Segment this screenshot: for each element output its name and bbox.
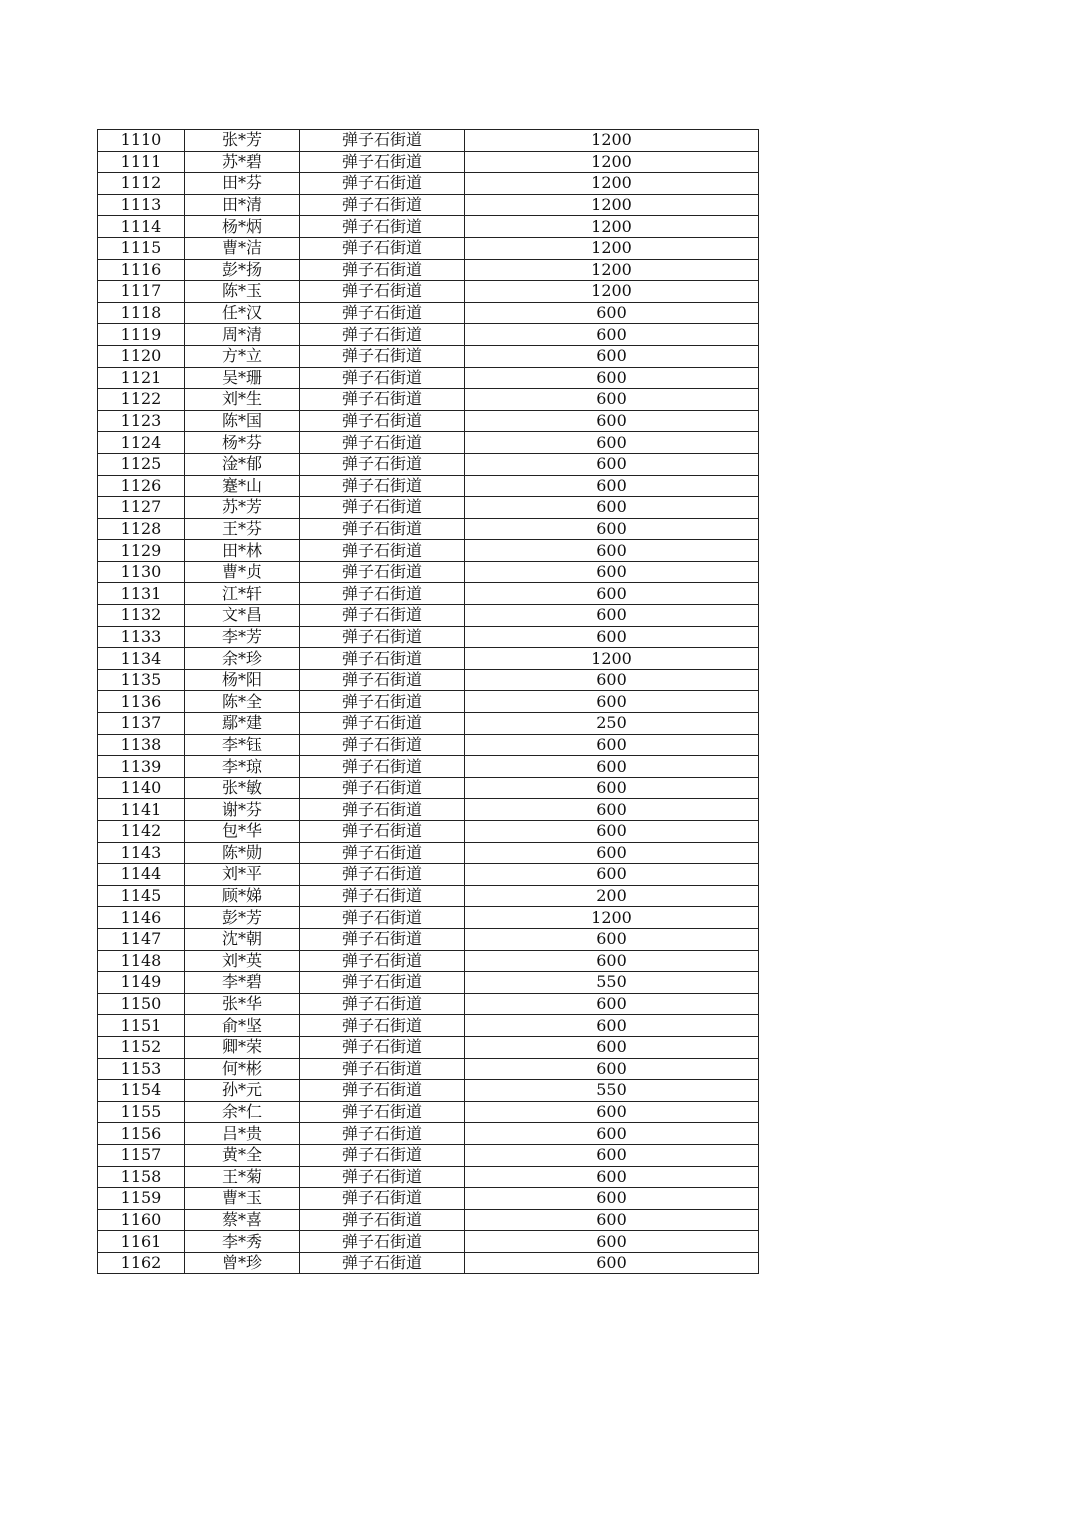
name-cell: 江*轩 — [185, 583, 300, 605]
table-row — [98, 1080, 759, 1102]
street-cell: 弹子石街道 — [300, 1144, 465, 1166]
row-number-cell: 1127 — [98, 497, 185, 519]
street-cell: 弹子石街道 — [300, 367, 465, 389]
row-number-cell: 1154 — [98, 1080, 185, 1102]
amount-cell: 600 — [465, 1036, 759, 1058]
name-cell: 鄢*建 — [185, 713, 300, 735]
name-cell: 田*芬 — [185, 173, 300, 195]
table-row — [98, 669, 759, 691]
table-body — [98, 130, 759, 1274]
table-row — [98, 928, 759, 950]
row-number-cell: 1142 — [98, 821, 185, 843]
table-row — [98, 367, 759, 389]
table-row — [98, 756, 759, 778]
amount-cell: 1200 — [465, 173, 759, 195]
table-row — [98, 907, 759, 929]
row-number-cell: 1146 — [98, 907, 185, 929]
name-cell: 孙*元 — [185, 1080, 300, 1102]
row-number-cell: 1148 — [98, 950, 185, 972]
street-cell: 弹子石街道 — [300, 1252, 465, 1274]
table-row — [98, 691, 759, 713]
row-number-cell: 1132 — [98, 605, 185, 627]
table-row — [98, 842, 759, 864]
name-cell: 李*芳 — [185, 626, 300, 648]
table-row — [98, 540, 759, 562]
street-cell: 弹子石街道 — [300, 324, 465, 346]
amount-cell: 600 — [465, 324, 759, 346]
street-cell: 弹子石街道 — [300, 302, 465, 324]
table-row — [98, 1188, 759, 1210]
amount-cell: 600 — [465, 389, 759, 411]
row-number-cell: 1121 — [98, 367, 185, 389]
row-number-cell: 1138 — [98, 734, 185, 756]
row-number-cell: 1114 — [98, 216, 185, 238]
row-number-cell: 1116 — [98, 259, 185, 281]
amount-cell: 550 — [465, 1080, 759, 1102]
street-cell: 弹子石街道 — [300, 216, 465, 238]
street-cell: 弹子石街道 — [300, 648, 465, 670]
amount-cell: 600 — [465, 432, 759, 454]
amount-cell: 600 — [465, 475, 759, 497]
street-cell: 弹子石街道 — [300, 691, 465, 713]
name-cell: 彭*芳 — [185, 907, 300, 929]
amount-cell: 600 — [465, 1231, 759, 1253]
amount-cell: 600 — [465, 1188, 759, 1210]
amount-cell: 600 — [465, 605, 759, 627]
street-cell: 弹子石街道 — [300, 777, 465, 799]
table-row — [98, 345, 759, 367]
name-cell: 蔡*喜 — [185, 1209, 300, 1231]
table-row — [98, 173, 759, 195]
amount-cell: 1200 — [465, 259, 759, 281]
row-number-cell: 1139 — [98, 756, 185, 778]
amount-cell: 600 — [465, 1101, 759, 1123]
street-cell: 弹子石街道 — [300, 194, 465, 216]
row-number-cell: 1110 — [98, 130, 185, 152]
table-row — [98, 648, 759, 670]
amount-cell: 600 — [465, 669, 759, 691]
amount-cell: 600 — [465, 1252, 759, 1274]
street-cell: 弹子石街道 — [300, 432, 465, 454]
name-cell: 淦*郁 — [185, 453, 300, 475]
amount-cell: 1200 — [465, 237, 759, 259]
row-number-cell: 1119 — [98, 324, 185, 346]
street-cell: 弹子石街道 — [300, 1058, 465, 1080]
street-cell: 弹子石街道 — [300, 993, 465, 1015]
table-row — [98, 885, 759, 907]
name-cell: 李*碧 — [185, 972, 300, 994]
amount-cell: 1200 — [465, 216, 759, 238]
table-row — [98, 302, 759, 324]
street-cell: 弹子石街道 — [300, 497, 465, 519]
name-cell: 何*彬 — [185, 1058, 300, 1080]
name-cell: 张*华 — [185, 993, 300, 1015]
row-number-cell: 1125 — [98, 453, 185, 475]
name-cell: 曹*洁 — [185, 237, 300, 259]
street-cell: 弹子石街道 — [300, 950, 465, 972]
name-cell: 田*林 — [185, 540, 300, 562]
street-cell: 弹子石街道 — [300, 237, 465, 259]
street-cell: 弹子石街道 — [300, 281, 465, 303]
row-number-cell: 1136 — [98, 691, 185, 713]
name-cell: 吴*珊 — [185, 367, 300, 389]
name-cell: 曹*贞 — [185, 561, 300, 583]
table-row — [98, 1101, 759, 1123]
table-row — [98, 497, 759, 519]
street-cell: 弹子石街道 — [300, 1188, 465, 1210]
name-cell: 余*仁 — [185, 1101, 300, 1123]
name-cell: 王*菊 — [185, 1166, 300, 1188]
row-number-cell: 1150 — [98, 993, 185, 1015]
row-number-cell: 1126 — [98, 475, 185, 497]
street-cell: 弹子石街道 — [300, 842, 465, 864]
row-number-cell: 1140 — [98, 777, 185, 799]
name-cell: 文*昌 — [185, 605, 300, 627]
name-cell: 李*琼 — [185, 756, 300, 778]
street-cell: 弹子石街道 — [300, 821, 465, 843]
table-row — [98, 799, 759, 821]
row-number-cell: 1123 — [98, 410, 185, 432]
row-number-cell: 1158 — [98, 1166, 185, 1188]
name-cell: 刘*生 — [185, 389, 300, 411]
name-cell: 彭*扬 — [185, 259, 300, 281]
row-number-cell: 1161 — [98, 1231, 185, 1253]
amount-cell: 1200 — [465, 281, 759, 303]
table-row — [98, 777, 759, 799]
table-row — [98, 389, 759, 411]
street-cell: 弹子石街道 — [300, 1015, 465, 1037]
table-row — [98, 432, 759, 454]
name-cell: 吕*贵 — [185, 1123, 300, 1145]
row-number-cell: 1131 — [98, 583, 185, 605]
table-row — [98, 1036, 759, 1058]
name-cell: 周*清 — [185, 324, 300, 346]
name-cell: 田*清 — [185, 194, 300, 216]
street-cell: 弹子石街道 — [300, 1080, 465, 1102]
name-cell: 俞*坚 — [185, 1015, 300, 1037]
table-row — [98, 194, 759, 216]
row-number-cell: 1135 — [98, 669, 185, 691]
table-row — [98, 561, 759, 583]
table-row — [98, 950, 759, 972]
street-cell: 弹子石街道 — [300, 799, 465, 821]
row-number-cell: 1122 — [98, 389, 185, 411]
name-cell: 杨*阳 — [185, 669, 300, 691]
amount-cell: 600 — [465, 367, 759, 389]
table-row — [98, 518, 759, 540]
street-cell: 弹子石街道 — [300, 1166, 465, 1188]
amount-cell: 1200 — [465, 151, 759, 173]
row-number-cell: 1120 — [98, 345, 185, 367]
name-cell: 方*立 — [185, 345, 300, 367]
street-cell: 弹子石街道 — [300, 561, 465, 583]
name-cell: 陈*勋 — [185, 842, 300, 864]
row-number-cell: 1162 — [98, 1252, 185, 1274]
table-row — [98, 1252, 759, 1274]
name-cell: 顾*娣 — [185, 885, 300, 907]
name-cell: 余*珍 — [185, 648, 300, 670]
amount-cell: 600 — [465, 799, 759, 821]
amount-cell: 600 — [465, 1058, 759, 1080]
amount-cell: 200 — [465, 885, 759, 907]
amount-cell: 600 — [465, 777, 759, 799]
table-row — [98, 259, 759, 281]
amount-cell: 600 — [465, 302, 759, 324]
amount-cell: 600 — [465, 518, 759, 540]
name-cell: 陈*国 — [185, 410, 300, 432]
row-number-cell: 1151 — [98, 1015, 185, 1037]
street-cell: 弹子石街道 — [300, 453, 465, 475]
table-row — [98, 130, 759, 152]
table-row — [98, 281, 759, 303]
amount-cell: 600 — [465, 583, 759, 605]
row-number-cell: 1137 — [98, 713, 185, 735]
street-cell: 弹子石街道 — [300, 734, 465, 756]
row-number-cell: 1144 — [98, 864, 185, 886]
name-cell: 沈*朝 — [185, 928, 300, 950]
amount-cell: 600 — [465, 626, 759, 648]
street-cell: 弹子石街道 — [300, 583, 465, 605]
amount-cell: 600 — [465, 821, 759, 843]
street-cell: 弹子石街道 — [300, 259, 465, 281]
name-cell: 陈*全 — [185, 691, 300, 713]
table-row — [98, 453, 759, 475]
name-cell: 卿*荣 — [185, 1036, 300, 1058]
row-number-cell: 1160 — [98, 1209, 185, 1231]
street-cell: 弹子石街道 — [300, 1209, 465, 1231]
row-number-cell: 1145 — [98, 885, 185, 907]
table-row — [98, 216, 759, 238]
row-number-cell: 1115 — [98, 237, 185, 259]
street-cell: 弹子石街道 — [300, 389, 465, 411]
row-number-cell: 1143 — [98, 842, 185, 864]
street-cell: 弹子石街道 — [300, 1101, 465, 1123]
amount-cell: 600 — [465, 453, 759, 475]
street-cell: 弹子石街道 — [300, 1231, 465, 1253]
street-cell: 弹子石街道 — [300, 885, 465, 907]
name-cell: 刘*英 — [185, 950, 300, 972]
name-cell: 包*华 — [185, 821, 300, 843]
table-row — [98, 993, 759, 1015]
table-row — [98, 1015, 759, 1037]
row-number-cell: 1147 — [98, 928, 185, 950]
row-number-cell: 1124 — [98, 432, 185, 454]
row-number-cell: 1133 — [98, 626, 185, 648]
row-number-cell: 1155 — [98, 1101, 185, 1123]
amount-cell: 600 — [465, 864, 759, 886]
table-row — [98, 734, 759, 756]
name-cell: 苏*碧 — [185, 151, 300, 173]
street-cell: 弹子石街道 — [300, 626, 465, 648]
name-cell: 任*汉 — [185, 302, 300, 324]
amount-cell: 600 — [465, 842, 759, 864]
street-cell: 弹子石街道 — [300, 410, 465, 432]
table-row — [98, 237, 759, 259]
street-cell: 弹子石街道 — [300, 713, 465, 735]
street-cell: 弹子石街道 — [300, 345, 465, 367]
table-row — [98, 583, 759, 605]
name-cell: 陈*玉 — [185, 281, 300, 303]
row-number-cell: 1134 — [98, 648, 185, 670]
row-number-cell: 1118 — [98, 302, 185, 324]
table-row — [98, 410, 759, 432]
street-cell: 弹子石街道 — [300, 756, 465, 778]
amount-cell: 600 — [465, 756, 759, 778]
data-table — [97, 129, 759, 1274]
street-cell: 弹子石街道 — [300, 130, 465, 152]
table-row — [98, 713, 759, 735]
name-cell: 黄*全 — [185, 1144, 300, 1166]
street-cell: 弹子石街道 — [300, 972, 465, 994]
row-number-cell: 1152 — [98, 1036, 185, 1058]
table-row — [98, 605, 759, 627]
row-number-cell: 1130 — [98, 561, 185, 583]
table-row — [98, 1166, 759, 1188]
row-number-cell: 1149 — [98, 972, 185, 994]
amount-cell: 1200 — [465, 648, 759, 670]
name-cell: 蹇*山 — [185, 475, 300, 497]
table-row — [98, 1209, 759, 1231]
table-row — [98, 821, 759, 843]
amount-cell: 1200 — [465, 194, 759, 216]
street-cell: 弹子石街道 — [300, 173, 465, 195]
amount-cell: 600 — [465, 734, 759, 756]
row-number-cell: 1141 — [98, 799, 185, 821]
street-cell: 弹子石街道 — [300, 151, 465, 173]
table-row — [98, 475, 759, 497]
row-number-cell: 1153 — [98, 1058, 185, 1080]
name-cell: 杨*芬 — [185, 432, 300, 454]
name-cell: 曾*珍 — [185, 1252, 300, 1274]
name-cell: 刘*平 — [185, 864, 300, 886]
amount-cell: 600 — [465, 410, 759, 432]
street-cell: 弹子石街道 — [300, 540, 465, 562]
row-number-cell: 1156 — [98, 1123, 185, 1145]
table-row — [98, 972, 759, 994]
amount-cell: 600 — [465, 1123, 759, 1145]
amount-cell: 600 — [465, 1209, 759, 1231]
row-number-cell: 1129 — [98, 540, 185, 562]
amount-cell: 1200 — [465, 907, 759, 929]
amount-cell: 600 — [465, 540, 759, 562]
street-cell: 弹子石街道 — [300, 518, 465, 540]
row-number-cell: 1159 — [98, 1188, 185, 1210]
name-cell: 张*敏 — [185, 777, 300, 799]
street-cell: 弹子石街道 — [300, 907, 465, 929]
row-number-cell: 1113 — [98, 194, 185, 216]
street-cell: 弹子石街道 — [300, 605, 465, 627]
street-cell: 弹子石街道 — [300, 928, 465, 950]
amount-cell: 250 — [465, 713, 759, 735]
name-cell: 杨*炳 — [185, 216, 300, 238]
amount-cell: 600 — [465, 345, 759, 367]
table-row — [98, 626, 759, 648]
amount-cell: 550 — [465, 972, 759, 994]
table-row — [98, 324, 759, 346]
row-number-cell: 1157 — [98, 1144, 185, 1166]
amount-cell: 600 — [465, 993, 759, 1015]
amount-cell: 1200 — [465, 130, 759, 152]
amount-cell: 600 — [465, 950, 759, 972]
table-row — [98, 1144, 759, 1166]
table-row — [98, 1231, 759, 1253]
amount-cell: 600 — [465, 928, 759, 950]
amount-cell: 600 — [465, 1144, 759, 1166]
row-number-cell: 1112 — [98, 173, 185, 195]
name-cell: 苏*芳 — [185, 497, 300, 519]
street-cell: 弹子石街道 — [300, 669, 465, 691]
name-cell: 谢*芬 — [185, 799, 300, 821]
amount-cell: 600 — [465, 497, 759, 519]
amount-cell: 600 — [465, 561, 759, 583]
table-row — [98, 151, 759, 173]
street-cell: 弹子石街道 — [300, 1036, 465, 1058]
street-cell: 弹子石街道 — [300, 864, 465, 886]
amount-cell: 600 — [465, 1166, 759, 1188]
table-row — [98, 1123, 759, 1145]
row-number-cell: 1128 — [98, 518, 185, 540]
row-number-cell: 1117 — [98, 281, 185, 303]
name-cell: 李*钰 — [185, 734, 300, 756]
name-cell: 曹*玉 — [185, 1188, 300, 1210]
street-cell: 弹子石街道 — [300, 1123, 465, 1145]
name-cell: 王*芬 — [185, 518, 300, 540]
table-row — [98, 864, 759, 886]
amount-cell: 600 — [465, 691, 759, 713]
amount-cell: 600 — [465, 1015, 759, 1037]
row-number-cell: 1111 — [98, 151, 185, 173]
name-cell: 李*秀 — [185, 1231, 300, 1253]
street-cell: 弹子石街道 — [300, 475, 465, 497]
name-cell: 张*芳 — [185, 130, 300, 152]
table-row — [98, 1058, 759, 1080]
